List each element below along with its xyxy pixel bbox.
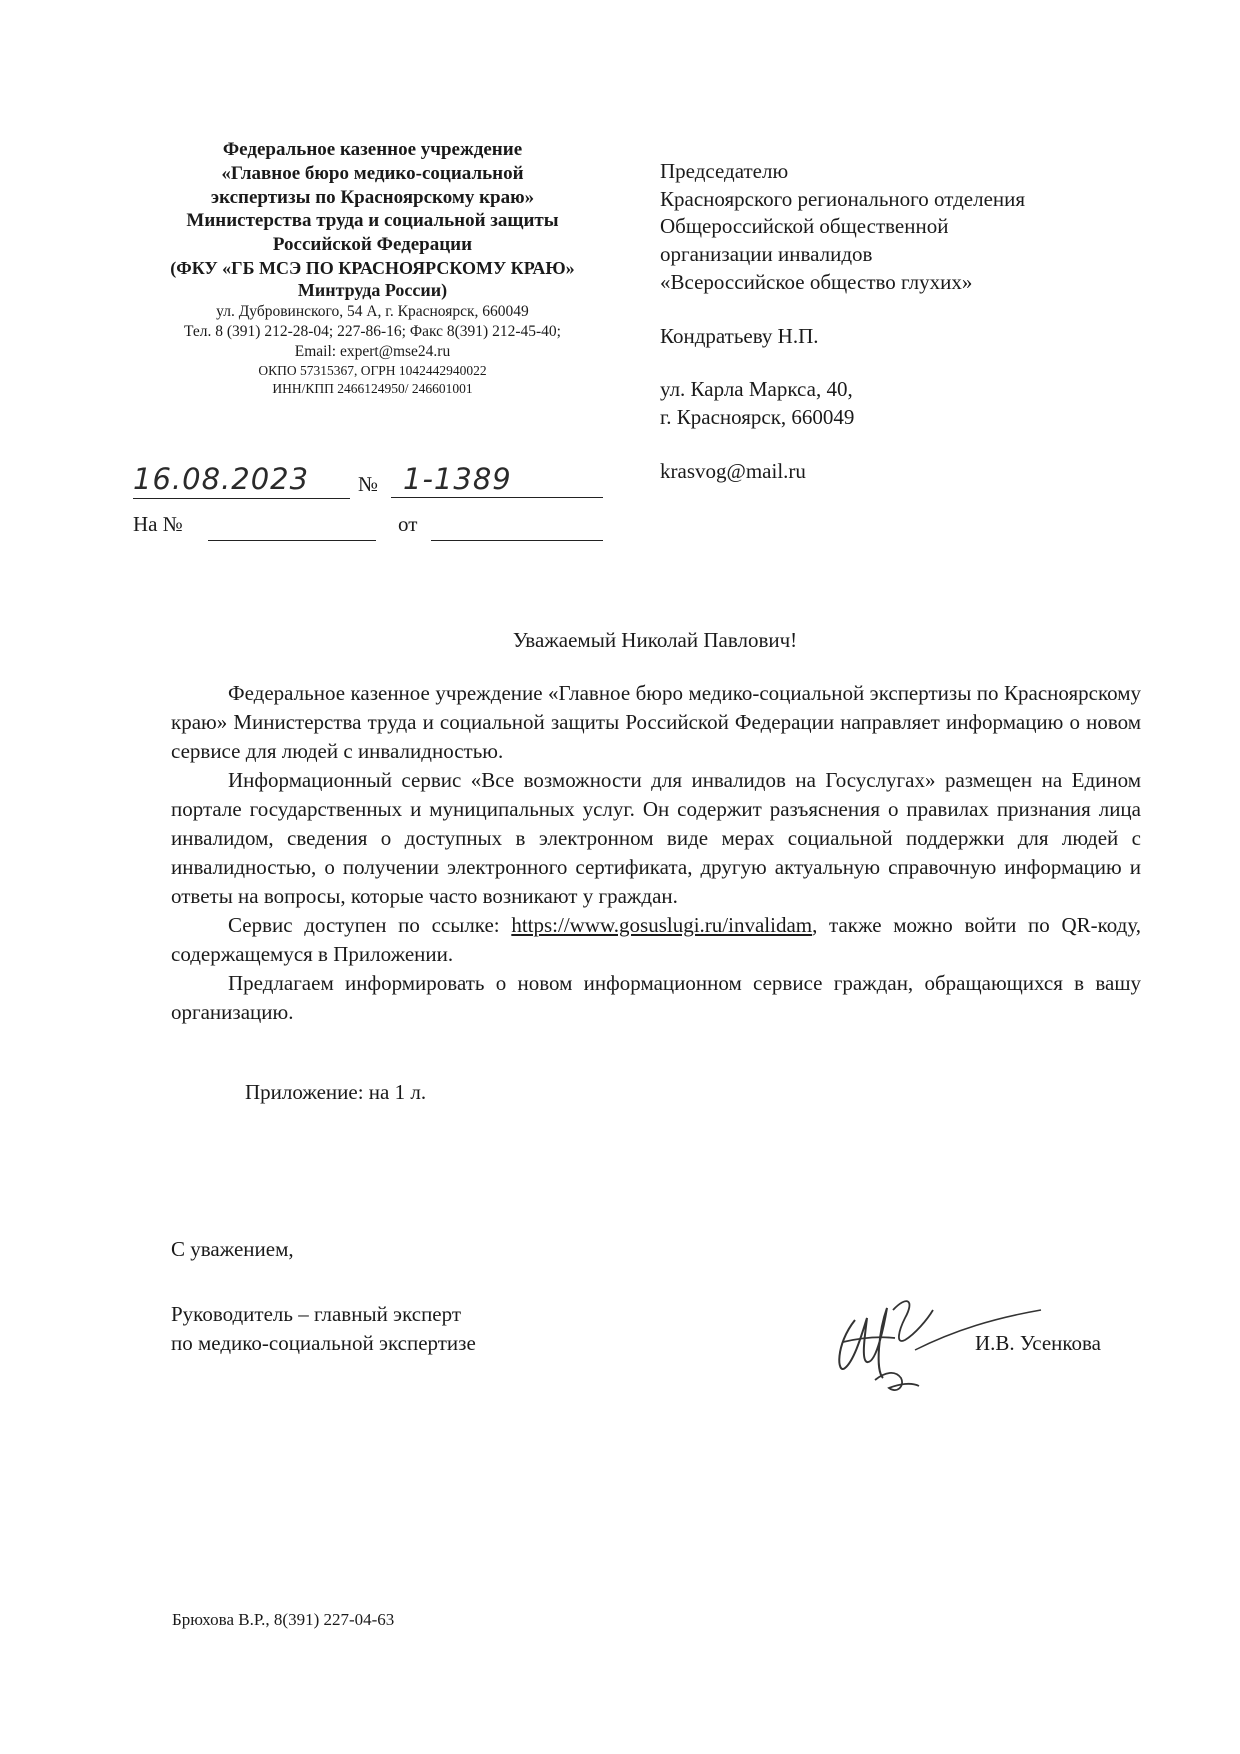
sender-phones: Тел. 8 (391) 212-28-04; 227-86-16; Факс 8(391) 212-45-40;: [184, 322, 561, 340]
signer-name: И.В. Усенкова: [975, 1331, 1101, 1355]
paragraph: Предлагаем информировать о новом информационном сервисе граждан, обращающихся в вашу организацию.: [171, 970, 1141, 1024]
gosuslugi-link[interactable]: https://www.gosuslugi.ru/invalidam: [511, 912, 813, 937]
paragraph-text: , также можно войти по QR-коду, содержащемуся в Приложении.: [171, 912, 1141, 966]
recipient-line: «Всероссийское общество глухих»: [660, 269, 973, 294]
number-sign: №: [358, 472, 379, 496]
outgoing-number: 1-1389: [391, 464, 603, 498]
salutation: Уважаемый Николай Павлович!: [512, 628, 798, 652]
signer-title-line: Руководитель – главный эксперт: [171, 1302, 462, 1326]
paragraph: Федеральное казенное учреждение «Главное бюро медико-социальной экспертизы по Красноярскому краю» Министерства труда и социальной защиты Российской Федерации направляет информацию о новом сервисе для людей с инвалидностью.: [171, 681, 1141, 763]
recipient-name: Кондратьеву Н.П.: [660, 323, 819, 348]
sender-okpo: ОКПО 57315367, ОГРН 1042442940022: [258, 363, 487, 379]
sender-block: [130, 138, 615, 397]
recipient-line: Общероссийской общественной: [660, 214, 949, 239]
sender-email: Email: expert@mse24.ru: [294, 343, 451, 361]
sender-org-line: Российской Федерации: [272, 234, 473, 255]
recipient-email: krasvog@mail.ru: [660, 458, 806, 483]
sender-inn: ИНН/КПП 2466124950/ 246601001: [272, 380, 473, 396]
sender-org-line: Федеральное казенное учреждение: [222, 139, 523, 160]
sender-ministry: Минтруда России): [297, 280, 448, 301]
closing: С уважением,: [171, 1237, 294, 1261]
sender-address: ул. Дубровинского, 54 А, г. Красноярск, 660049: [216, 302, 529, 320]
reply-from-label: от: [398, 512, 418, 536]
letter-body: [171, 679, 1141, 1027]
paragraph: Информационный сервис «Все возможности для инвалидов на Госуслугах» размещен на Едином портале государственных и муниципальных услуг. Он содержит разъяснения о правилах признания лица инвалидом, сведения о доступных в электронном виде мерах социальной поддержки для людей с инвалидностью, о получении электронного сертификата, другую актуальную справочную информацию и ответы на вопросы, которые часто возникают у граждан.: [171, 767, 1141, 908]
recipient-address-line: ул. Карла Маркса, 40,: [660, 377, 853, 402]
signer-title-line: по медико-социальной экспертизе: [171, 1330, 476, 1355]
registration-block: [133, 464, 603, 552]
recipient-address-line: г. Красноярск, 660049: [660, 405, 855, 430]
attachment-note: Приложение: на 1 л.: [245, 1080, 427, 1104]
sender-org-line: Министерства труда и социальной защиты: [186, 210, 559, 232]
outgoing-date: 16.08.2023: [133, 464, 350, 499]
reply-date-field: [431, 508, 603, 541]
recipient-block: [660, 158, 1130, 485]
reply-number-label: На №: [133, 512, 183, 536]
sender-org-line: экспертизы по Красноярскому краю»: [210, 186, 535, 208]
paragraph: [171, 911, 1141, 969]
signer-title: [171, 1300, 476, 1358]
recipient-line: Председателю: [660, 159, 789, 183]
sender-org-line: «Главное бюро медико-социальной: [221, 162, 524, 184]
recipient-line: Красноярского регионального отделения: [660, 186, 1026, 211]
executor-contact: Брюхова В.Р., 8(391) 227-04-63: [172, 1610, 395, 1629]
paragraph-text: Сервис доступен по ссылке:: [228, 912, 512, 937]
recipient-line: организации инвалидов: [660, 242, 873, 267]
sender-org-abbrev: (ФКУ «ГБ МСЭ ПО КРАСНОЯРСКОМУ КРАЮ»: [170, 257, 575, 278]
reply-number-field: [208, 508, 376, 541]
